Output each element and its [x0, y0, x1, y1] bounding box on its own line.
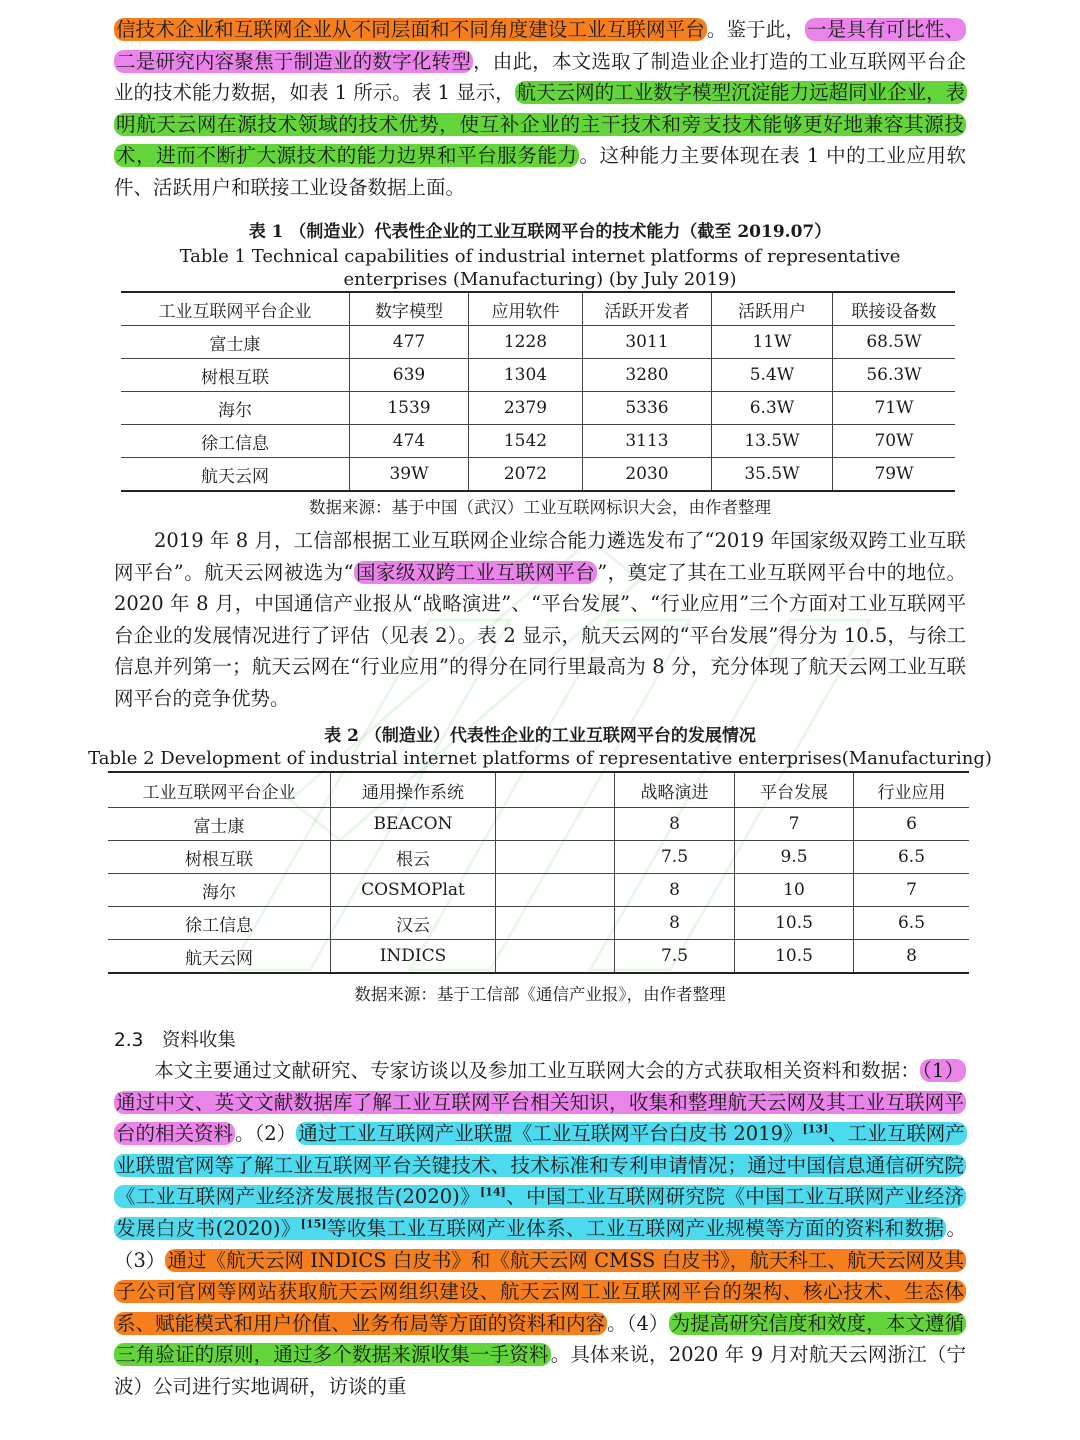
- citation-ref-14: [14]: [480, 1185, 506, 1199]
- table-cell: 70W: [833, 425, 956, 458]
- text-run: ，由此，本文选取了制造业企业打造的工业互联网平台企业的技术能力数据，如表 1 所示。表 1 显示，: [114, 49, 966, 105]
- highlight-magenta: （1）通过中文、英文文献数据库了解工业互联网平台相关知识，收集和整理航天云网及其工业互联网平台的相关资料: [116, 1059, 964, 1146]
- table-row: [121, 359, 955, 392]
- column-header: 通用操作系统: [331, 772, 496, 808]
- table-cell: 2072: [469, 458, 583, 492]
- column-header: 活跃用户: [712, 292, 833, 326]
- table-cell: 徐工信息: [121, 425, 350, 458]
- table1-caption-cn: 表 1 （制造业）代表性企业的工业互联网平台的技术能力（截至 2019.07）: [248, 222, 832, 242]
- text-run: 、工业互联网产业联盟官网等了解工业互联网平台关键技术、技术标准和专利申请情况；通过中国信息通信研究院《工业互联网产业经济发展报告(2020)》: [116, 1122, 965, 1209]
- table-cell: 2379: [469, 392, 583, 425]
- table-row: [108, 907, 969, 940]
- table-cell: 71W: [833, 392, 956, 425]
- table-header-row: [108, 772, 969, 808]
- table-cell: 航天云网: [121, 458, 350, 492]
- table-cell: 1539: [350, 392, 469, 425]
- table-row: [121, 458, 955, 492]
- citation-ref-13: [13]: [802, 1122, 829, 1136]
- table-cell: 39W: [350, 458, 469, 492]
- table-cell: 徐工信息: [108, 907, 331, 940]
- table-cell: 7: [854, 874, 970, 907]
- table-cell: 9.5: [735, 841, 854, 874]
- table-cell: 68.5W: [833, 326, 956, 359]
- table-cell: [496, 841, 615, 874]
- table-cell: 6.5: [854, 841, 970, 874]
- table-cell: 79W: [833, 458, 956, 492]
- table-cell: 3113: [583, 425, 712, 458]
- paragraph-data-collection: [114, 1055, 966, 1403]
- table-cell: 3280: [583, 359, 712, 392]
- table-cell: 10: [735, 874, 854, 907]
- highlight-orange: 信技术企业和互联网企业从不同层面和不同角度建设工业互联网平台: [116, 18, 705, 41]
- table-cell: [496, 940, 615, 974]
- text-run: 2019 年 8 月，工信部根据工业互联网企业综合能力遴选发布了“2019 年国家级双跨工业互联网平台”。航天云网被选为“: [114, 529, 966, 584]
- highlight-orange: 通过《航天云网 INDICS 白皮书》和《航天云网 CMSS 白皮书》，航天科工、航天云网及其子公司官网等网站获取航天云网组织建设、航天云网工业互联网平台的架构、核心技术、生态体系、赋能模式和用户价值、业务布局等方面的资料和内容: [116, 1248, 964, 1335]
- text-run: 本文主要通过文献研究、专家访谈以及参加工业互联网大会的方式获取相关资料和数据：: [154, 1059, 921, 1082]
- table-cell: 477: [350, 326, 469, 359]
- table-cell: 3011: [583, 326, 712, 359]
- text-run: 。（3）: [114, 1216, 966, 1272]
- table-cell: 35.5W: [712, 458, 833, 492]
- citation-ref-15: [15]: [300, 1217, 327, 1231]
- table-cell: 富士康: [108, 808, 331, 841]
- section-heading: 2.3 资料收集: [114, 1030, 236, 1051]
- table-row: [108, 841, 969, 874]
- paragraph-platform-selection: [114, 14, 966, 204]
- table-row: [121, 425, 955, 458]
- table-cell: 富士康: [121, 326, 350, 359]
- text-run: 通过工业互联网产业联盟《工业互联网平台白皮书 2019》: [298, 1122, 803, 1146]
- table-cell: 8: [615, 907, 735, 940]
- table-cell: 1542: [469, 425, 583, 458]
- table-row: [108, 940, 969, 974]
- text-run: 。鉴于此，: [706, 18, 806, 41]
- table-cell: 汉云: [331, 907, 496, 940]
- text-run: 。具体来说，2020 年 9 月对航天云网浙江（宁波）公司进行实地调研，访谈的重: [114, 1343, 966, 1398]
- table-cell: [496, 808, 615, 841]
- column-header: 平台发展: [735, 772, 854, 808]
- table-cell: 474: [350, 425, 469, 458]
- table-cell: 航天云网: [108, 940, 331, 974]
- table-cell: 1228: [469, 326, 583, 359]
- table2-source-note: 数据来源：基于工信部《通信产业报》，由作者整理: [354, 985, 726, 1004]
- column-header: 应用软件: [469, 292, 583, 326]
- table-cell: 7.5: [615, 940, 735, 974]
- column-header: [496, 772, 615, 808]
- highlight-green: 航天云网的工业数字模型沉淀能力远超同业企业，表明航天云网在源技术领域的技术优势，使互补企业的主干技术和旁支技术能够更好地兼容其源技术，进而不断扩大源技术的能力边界和平台服务能力: [116, 81, 966, 168]
- table-cell: 树根互联: [108, 841, 331, 874]
- table-cell: [496, 874, 615, 907]
- table-cell: 10.5: [735, 907, 854, 940]
- table-cell: 6.5: [854, 907, 970, 940]
- table-cell: 6.3W: [712, 392, 833, 425]
- text-run: 。这种能力主要体现在表 1 中的工业应用软件、活跃用户和联接工业设备数据上面。: [114, 144, 966, 199]
- text-run: 。（4）: [607, 1311, 669, 1335]
- table-cell: 2030: [583, 458, 712, 492]
- table-cell: 7: [735, 808, 854, 841]
- table-cell: COSMOPlat: [331, 874, 496, 907]
- paragraph-platform-evaluation: [114, 525, 966, 715]
- column-header: 行业应用: [854, 772, 970, 808]
- highlight-magenta: 一是具有可比性、二是研究内容聚焦于制造业的数字化转型: [116, 18, 964, 73]
- table-cell: 5.4W: [712, 359, 833, 392]
- text-run: ”，奠定了其在工业互联网平台中的地位。2020 年 8 月，中国通信产业报从“战略演进”、“平台发展”、“行业应用”三个方面对工业互联网平台企业的发展情况进行了评估（见表 2）。表 2 显示，航天云网的“平台发展”得分为 10.5，与徐工信息并列第一；航天云网在“行业应用”的得分在同行里最高为 8 分，充分体现了航天云网工业互联网平台的竞争优势。: [114, 560, 966, 710]
- highlight-magenta: 国家级双跨工业互联网平台: [355, 560, 596, 584]
- table-cell: 海尔: [121, 392, 350, 425]
- table-cell: 11W: [712, 326, 833, 359]
- table-cell: 13.5W: [712, 425, 833, 458]
- table-header-row: [121, 292, 955, 326]
- table-cell: BEACON: [331, 808, 496, 841]
- table1-technical-capabilities: [121, 291, 955, 492]
- table2-caption-en: Table 2 Development of industrial internet platforms of representative enterprises(Manufacturing): [88, 748, 992, 769]
- table-cell: 639: [350, 359, 469, 392]
- table-cell: 56.3W: [833, 359, 956, 392]
- table-row: [121, 392, 955, 425]
- table-cell: [496, 907, 615, 940]
- table-cell: 8: [854, 940, 970, 974]
- table-cell: 5336: [583, 392, 712, 425]
- table-row: [121, 326, 955, 359]
- table-cell: 根云: [331, 841, 496, 874]
- table-row: [108, 808, 969, 841]
- text-run: 。（2）: [235, 1122, 297, 1146]
- column-header: 活跃开发者: [583, 292, 712, 326]
- table-cell: 6: [854, 808, 970, 841]
- text-run: 、中国工业互联网研究院《中国工业互联网产业经济发展白皮书(2020)》: [116, 1185, 964, 1240]
- table-cell: 1304: [469, 359, 583, 392]
- column-header: 工业互联网平台企业: [108, 772, 331, 808]
- table-row: [108, 874, 969, 907]
- table-cell: 海尔: [108, 874, 331, 907]
- table-cell: 8: [615, 808, 735, 841]
- table-cell: 7.5: [615, 841, 735, 874]
- table1-caption-en: Table 1 Technical capabilities of industrial internet platforms of representative enterprises (Manufacturing) (by July 2019): [179, 246, 901, 290]
- text-run: 等收集工业互联网产业体系、工业互联网产业规模等方面的资料和数据: [326, 1216, 945, 1240]
- table-cell: 8: [615, 874, 735, 907]
- table2-caption-cn: 表 2 （制造业）代表性企业的工业互联网平台的发展情况: [324, 726, 756, 746]
- column-header: 战略演进: [615, 772, 735, 808]
- highlight-green: 为提高研究信度和效度，本文遵循三角验证的原则，通过多个数据来源收集一手资料: [116, 1311, 964, 1367]
- table2-development-status: [108, 771, 969, 974]
- column-header: 数字模型: [350, 292, 469, 326]
- table-cell: 10.5: [735, 940, 854, 974]
- column-header: 联接设备数: [833, 292, 956, 326]
- table-cell: INDICS: [331, 940, 496, 974]
- table1-source-note: 数据来源：基于中国（武汉）工业互联网标识大会，由作者整理: [309, 498, 771, 517]
- column-header: 工业互联网平台企业: [121, 292, 350, 326]
- table-cell: 树根互联: [121, 359, 350, 392]
